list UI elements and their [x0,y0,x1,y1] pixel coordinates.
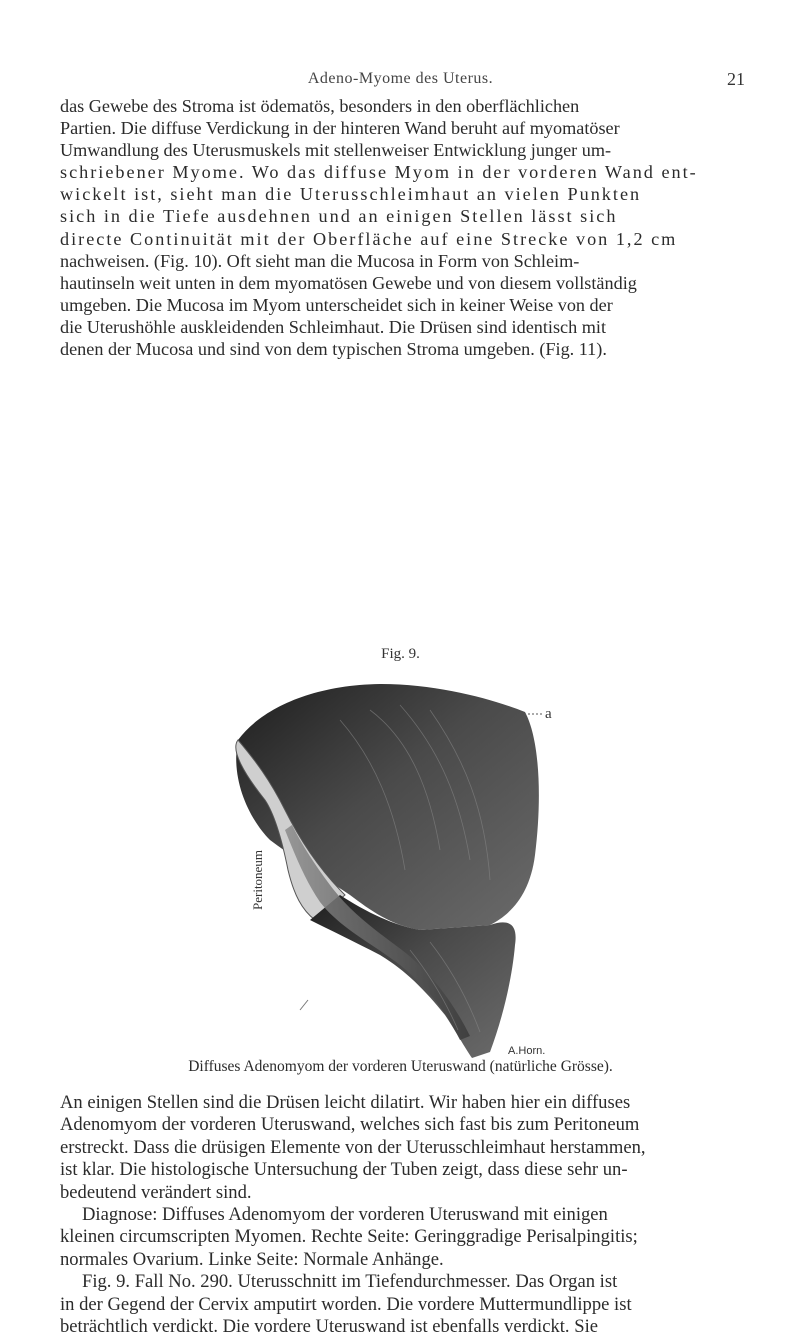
text-line: die Uterushöhle auskleidenden Schleimhaut. Die Drüsen sind identisch mit [60,316,607,337]
text-line: denen der Mucosa und sind von dem typischen Stroma umgeben. (Fig. 11). [60,339,607,360]
text-line: directe Continuität mit der Oberfläche auf eine Strecke von 1,2 cm [60,228,678,249]
text-line: beträchtlich verdickt. Die vordere Uteruswand ist ebenfalls verdickt. Sie [60,1315,598,1337]
figure-label: Fig. 9. [381,646,420,662]
text-line: ist klar. Die histologische Untersuchung der Tuben zeigt, dass diese sehr un- [60,1159,628,1181]
text-line: Fig. 9. Fall No. 290. Uterusschnitt im Tiefendurchmesser. Das Organ ist [82,1271,618,1293]
uterus-section-drawing [190,680,590,1060]
text-line: erstreckt. Dass die drüsigen Elemente von der Uterusschleimhaut herstammen, [60,1136,646,1158]
text-line: Adenomyom der vorderen Uteruswand, welches sich fast bis zum Peritoneum [60,1114,640,1136]
text-line: An einigen Stellen sind die Drüsen leicht dilatirt. Wir haben hier ein diffuses [60,1092,631,1113]
paragraph-2 [60,1092,746,1338]
annotation-a: a [545,706,552,722]
text-line: wickelt ist, sieht man die Uterusschleimhaut an vielen Punkten [60,184,642,205]
text-line: schriebener Myome. Wo das diffuse Myom in der vorderen Wand ent- [60,162,698,183]
text-line: kleinen circumscripten Myomen. Rechte Seite: Geringgradige Perisalpingitis; [60,1226,638,1248]
running-head [0,70,801,94]
text-line: bedeutend verändert sind. [60,1181,252,1203]
text-line: in der Gegend der Cervix amputirt worden. Die vordere Muttermundlippe ist [60,1293,632,1315]
figure-9-illustration [190,680,590,1060]
page-number: 21 [727,69,745,89]
text-line: normales Ovarium. Linke Seite: Normale Anhänge. [60,1248,444,1270]
artist-signature: A.Horn. [508,1045,546,1057]
text-line: umgeben. Die Mucosa im Myom unterscheidet sich in keiner Weise von der [60,294,613,315]
paragraph-1 [60,95,746,360]
figure-caption: Diffuses Adenomyom der vorderen Uteruswand (natürliche Grösse). [188,1058,613,1075]
text-line: Diagnose: Diffuses Adenomyom der vorderen Uteruswand mit einigen [82,1203,608,1225]
running-title: Adeno-Myome des Uterus. [307,70,494,87]
annotation-peritoneum: Peritoneum [250,850,265,910]
text-line: hautinseln weit unten in dem myomatösen Gewebe und von diesem vollständig [60,272,637,293]
text-line: das Gewebe des Stroma ist ödematös, besonders in den oberflächlichen [60,96,580,116]
text-line: Partien. Die diffuse Verdickung in der hinteren Wand beruht auf myomatöser [60,118,620,139]
text-line: Umwandlung des Uterusmuskels mit stellenweiser Entwicklung junger um- [60,140,612,161]
text-line: sich in die Tiefe ausdehnen und an einigen Stellen lässt sich [60,206,618,227]
text-line: nachweisen. (Fig. 10). Oft sieht man die Mucosa in Form von Schleim- [60,250,580,271]
stray-mark [300,1000,308,1010]
